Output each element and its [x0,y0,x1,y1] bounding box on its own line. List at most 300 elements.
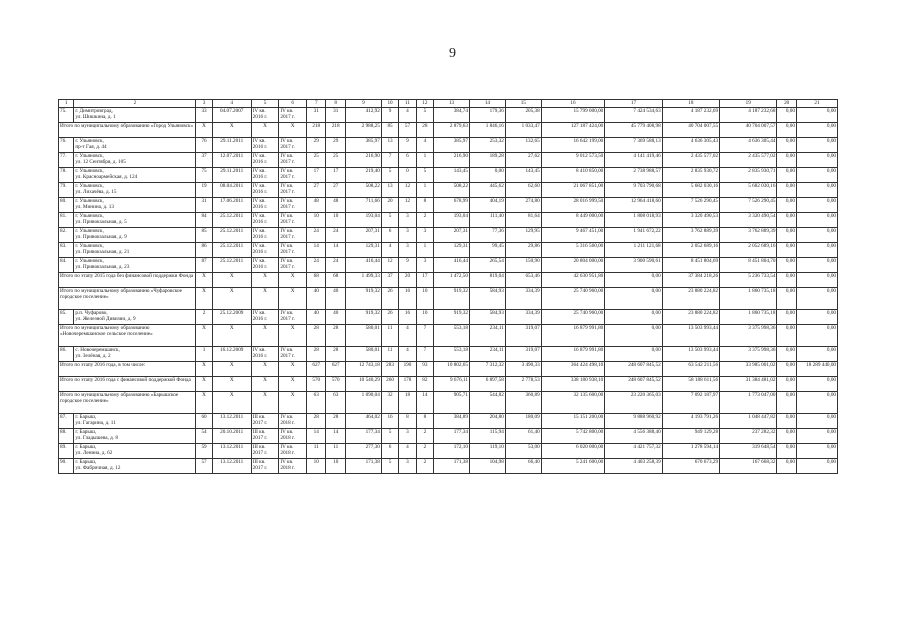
value-cell: 6 [399,153,416,168]
value-cell: 0,00 [777,213,796,228]
value-cell: 385,97 [434,138,470,153]
value-cell: 167 668,32 [720,459,777,474]
cell: X [212,123,251,138]
cell: 37 [196,153,212,168]
planned-end-cell-line1: IV кв. [280,347,294,353]
cell: X [279,288,307,310]
value-cell: 129,95 [505,228,541,243]
value-cell: 171,38 [434,459,470,474]
date-cell: 25.12.2011 [212,258,251,273]
planned-end-cell-line1: IV кв. [280,459,294,465]
column-number-header: 7 [307,100,326,108]
value-cell: 0,00 [796,392,837,414]
planned-end-cell [279,414,307,429]
value-cell: 18 [399,392,416,414]
value-cell: 23 880 224,82 [662,288,719,310]
value-cell: 1 472,50 [434,273,470,288]
planned-start-cell [251,168,279,183]
value-cell: 2 [416,429,433,444]
value-cell: 5 [416,108,433,123]
value-cell: 627 [326,362,345,377]
cell: X [212,325,251,347]
planned-end-cell [279,347,307,362]
value-cell: 15 151 200,00 [541,414,605,429]
value-cell: 919,32 [434,288,470,310]
value-cell: 553,18 [434,347,470,362]
value-cell: 219,40 [345,168,381,183]
value-cell: 265,54 [469,258,505,273]
value-cell: 93 [416,362,433,377]
column-number-header: 5 [251,100,279,108]
column-number-header: 13 [434,100,470,108]
value-cell: 0 [399,168,416,183]
planned-start-cell-line1: IV кв. [252,183,266,189]
column-number-header: 18 [662,100,719,108]
planned-end-cell [279,444,307,459]
planned-start-cell-line2: 2017 г. [252,420,268,427]
value-cell: 9 [399,138,416,153]
value-cell: 1 211 121,68 [605,243,662,258]
planned-end-cell [279,168,307,183]
value-cell: 9 676,11 [434,377,470,392]
planned-start-cell-line1: IV кв. [252,108,266,114]
value-cell: 0,00 [796,183,837,198]
value-cell: 10 [416,288,433,310]
subtotal-label: Итого по этапу 2016 года с финансовой поддержкой Фонда [59,377,196,392]
address-cell-line1: с. Новочеремшанск, [75,347,120,353]
cell: 33 [196,108,212,123]
value-cell: 1 048 447,82 [720,414,777,429]
planned-end-cell-line1: IV кв. [280,444,294,450]
planned-start-cell-line2: 2016 г. [252,353,268,360]
value-cell: 1 033,47 [505,123,541,138]
address-cell-line2: ул. Привокзальная, д. 9 [75,234,127,241]
value-cell: 3 762 889,39 [720,228,777,243]
date-cell: 17.06.2011 [212,198,251,213]
value-cell: 0,00 [777,198,796,213]
cell: X [196,377,212,392]
value-cell: 544,82 [469,392,505,414]
planned-end-cell-line2: 2017 г. [280,114,295,121]
planned-end-cell [279,459,307,474]
value-cell: 4 [399,108,416,123]
value-cell: 0,00 [605,347,662,362]
value-cell: 28 [307,347,326,362]
planned-start-cell-line1: III кв. [252,459,266,465]
value-cell: 28 [307,325,326,347]
planned-end-cell-line1: IV кв. [280,198,294,204]
value-cell: 0,00 [605,310,662,325]
value-cell: 7 [416,325,433,347]
address-cell [74,429,196,444]
value-cell: 12 [399,198,416,213]
value-cell: 20 804 000,00 [541,258,605,273]
value-cell: 319,07 [505,347,541,362]
value-cell: 0,00 [777,123,796,138]
value-cell: 570 [326,377,345,392]
planned-end-cell-line2: 2017 г. [280,144,295,151]
value-cell: 7 312,32 [469,362,505,377]
planned-start-cell-line1: IV кв. [252,243,266,249]
value-cell: 6 [381,228,398,243]
value-cell: 81,64 [505,213,541,228]
value-cell: 7 369 588,13 [605,138,662,153]
value-cell: 57 [399,123,416,138]
value-cell: 3 [399,228,416,243]
value-cell: 20 [381,198,398,213]
value-cell: 5 [381,429,398,444]
planned-start-cell-line1: III кв. [252,444,266,450]
value-cell: 14 [416,392,433,414]
table-row [59,108,838,123]
value-cell: 68 [326,273,345,288]
value-cell: 0,00 [777,258,796,273]
value-cell: 21 067 851,00 [541,183,605,198]
value-cell: 177,34 [434,429,470,444]
value-cell: 5 682 030,16 [662,183,719,198]
value-cell: 24 [326,228,345,243]
address-cell [74,347,196,362]
value-cell: 0,00 [777,288,796,310]
column-number-header: 6 [279,100,307,108]
value-cell: 4 187 232,69 [662,108,719,123]
value-cell: 77,36 [469,228,505,243]
planned-end-cell [279,183,307,198]
subtotal-row [59,288,838,310]
value-cell: 11 [307,444,326,459]
cell: X [279,123,307,138]
value-cell: 1 846,16 [469,123,505,138]
value-cell: 14 [307,429,326,444]
subtotal-row [59,123,838,138]
value-cell: 6 [381,444,398,459]
value-cell: 177,34 [345,429,381,444]
value-cell: 4 [399,325,416,347]
value-cell: 364 424 498,10 [541,362,605,377]
cell: 1 [196,347,212,362]
value-cell: 384,89 [434,414,470,429]
value-cell: 3 [416,258,433,273]
value-cell: 11 [381,325,398,347]
value-cell: 338 180 938,10 [541,377,605,392]
value-cell: 171,38 [345,459,381,474]
planned-start-cell-line2: 2017 г. [252,450,268,457]
value-cell: 0,00 [796,288,837,310]
row-number: 87. [59,414,74,429]
value-cell: 15 799 000,00 [541,108,605,123]
cell: 75 [196,168,212,183]
planned-end-cell-line2: 2017 г. [280,159,295,166]
address-cell-line1: г. Ульяновск, [75,213,104,219]
value-cell: 0,00 [777,429,796,444]
cell: X [251,362,279,377]
value-cell: 0,00 [796,429,837,444]
value-cell: 8 [416,198,433,213]
planned-end-cell-line1: IV кв. [280,429,294,435]
value-cell: 127 187 424,00 [541,123,605,138]
table-row [59,310,838,325]
value-cell: 1 860 735,18 [720,310,777,325]
cell: X [251,123,279,138]
value-cell: 445,62 [469,183,505,198]
planned-start-cell-line1: IV кв. [252,310,266,316]
row-number: 89. [59,444,74,459]
value-cell: 6 020 000,00 [541,444,605,459]
value-cell: 3 900 590,61 [605,258,662,273]
value-cell: 0,00 [796,347,837,362]
cell: X [251,288,279,310]
cell: 85 [196,228,212,243]
value-cell: 37 [381,273,398,288]
value-cell: 584,93 [469,288,505,310]
planned-start-cell [251,213,279,228]
planned-start-cell [251,310,279,325]
column-number-header: 11 [399,100,416,108]
table-row [59,168,838,183]
planned-end-cell-line1: IV кв. [280,168,294,174]
value-cell: 5 682 030,16 [720,183,777,198]
row-number: 83. [59,243,74,258]
value-cell: 40 [307,288,326,310]
value-cell: 10 [326,213,345,228]
value-cell: 1 860 735,18 [720,288,777,310]
value-cell: 40 [326,288,345,310]
value-cell: 3 [416,228,433,243]
date-cell: 29.11.2011 [212,138,251,153]
value-cell: 5 [381,459,398,474]
value-cell: 111,40 [469,213,505,228]
value-cell: 0,00 [796,198,837,213]
value-cell: 29 [307,138,326,153]
value-cell: 115,94 [469,429,505,444]
planned-start-cell-line2: 2016 г. [252,316,268,323]
table-row [59,258,838,273]
value-cell: 4 187 232,68 [720,108,777,123]
table-row [59,153,838,168]
value-cell: 3 762 889,39 [662,228,719,243]
value-cell: 31 [307,108,326,123]
planned-end-cell [279,153,307,168]
value-cell: 1 [416,183,433,198]
planned-end-cell-line1: IV кв. [280,153,294,159]
address-cell-line1: г. Ульяновск, [75,228,104,234]
value-cell: 0,00 [796,459,837,474]
address-cell-line1: р.п. Чуфарово, [75,310,108,316]
value-cell: 919,32 [345,310,381,325]
planned-end-cell-line1: IV кв. [280,138,294,144]
value-cell: 172,10 [434,444,470,459]
value-cell: 20 [399,273,416,288]
planned-start-cell-line2: 2016 г. [252,189,268,196]
subtotal-row [59,362,838,377]
value-cell: 2 778,53 [505,377,541,392]
value-cell: 40 704 007,55 [662,123,719,138]
value-cell: 26 [381,288,398,310]
value-cell: 3 [399,429,416,444]
planned-start-cell [251,258,279,273]
value-cell: 193,04 [345,213,381,228]
cell: X [251,392,279,414]
value-cell: 1 773 047,00 [720,392,777,414]
address-cell-line1: г. Барыш, [75,414,97,420]
value-cell: 0,00 [777,108,796,123]
value-cell: 12 743,18 [345,362,381,377]
subtotal-row [59,273,838,288]
value-cell: 234,11 [469,325,505,347]
value-cell: 2 988,25 [345,123,381,138]
row-number: 85. [59,310,74,325]
value-cell: 13 503 993,44 [662,325,719,347]
value-cell: 0,00 [777,183,796,198]
value-cell: 9 [381,108,398,123]
cell: 84 [196,213,212,228]
value-cell: 218 [326,123,345,138]
cell: X [251,325,279,347]
value-cell: 7 526 290,45 [662,198,719,213]
subtotal-row [59,325,838,347]
value-cell: 13 [381,183,398,198]
value-cell: 0,00 [796,377,837,392]
address-cell-line2: ул. Гагарина, д. 11 [75,420,116,427]
value-cell: 508,22 [434,183,470,198]
value-cell: 919,32 [345,288,381,310]
value-cell: 0,00 [796,168,837,183]
header-row [59,100,838,108]
value-cell: 9 012 573,50 [541,153,605,168]
value-cell: 179,36 [469,108,505,123]
row-number: 76. [59,138,74,153]
value-cell: 58 188 611,56 [662,377,719,392]
planned-end-cell-line1: IV кв. [280,310,294,316]
row-number: 78. [59,168,74,183]
value-cell: 334,39 [505,310,541,325]
value-cell: 143,45 [434,168,470,183]
value-cell: 653,46 [505,273,541,288]
value-cell: 16 879 991,80 [541,325,605,347]
table-row [59,414,838,429]
value-cell: 14 [326,429,345,444]
value-cell: 0,00 [796,228,837,243]
value-cell: 584,93 [469,310,505,325]
value-cell: 4 [399,347,416,362]
value-cell: 143,45 [505,168,541,183]
value-cell: 129,31 [345,243,381,258]
value-cell: 7 [416,347,433,362]
value-cell: 253,32 [469,138,505,153]
value-cell: 3 [399,459,416,474]
planned-start-cell-line2: 2016 г. [252,204,268,211]
date-cell: 04.07.2007 [212,108,251,123]
value-cell: 85 [381,123,398,138]
value-cell: 48 [307,198,326,213]
value-cell: 207,31 [345,228,381,243]
value-cell: 2 [416,213,433,228]
value-cell: 14 [307,243,326,258]
value-cell: 0,00 [796,153,837,168]
value-cell: 274,80 [505,198,541,213]
column-number-header: 3 [196,100,212,108]
value-cell: 0,00 [777,138,796,153]
value-cell: 2 738 988,57 [605,168,662,183]
value-cell: 12 [381,258,398,273]
value-cell: 4 556 388,40 [605,429,662,444]
planned-end-cell-line2: 2017 г. [280,234,295,241]
value-cell: 2 [416,444,433,459]
value-cell: 0,00 [777,362,796,377]
value-cell: 0,00 [796,213,837,228]
value-cell: 63 [326,392,345,414]
subtotal-label: Итого по муниципальному образованию «Чуфаровское городское поселение» [59,288,196,310]
planned-start-cell [251,228,279,243]
value-cell: 17 [307,168,326,183]
value-cell: 25 [326,153,345,168]
planned-start-cell-line2: 2016 г. [252,249,268,256]
date-cell: 13.12.2011 [212,444,251,459]
value-cell: 32 135 600,00 [541,392,605,414]
value-cell: 5 742 800,00 [541,429,605,444]
address-cell-line2: ул. Привокзальная, д. 23 [75,264,130,271]
value-cell: 8 451 804,70 [720,258,777,273]
planned-start-cell [251,138,279,153]
subtotal-label: Итого по муниципальному образованию «Барышское городское поселение» [59,392,196,414]
value-cell: 180,09 [505,414,541,429]
planned-start-cell-line2: 2016 г. [252,264,268,271]
row-number: 80. [59,198,74,213]
column-number-header: 17 [605,100,662,108]
value-cell: 16 [399,288,416,310]
value-cell: 2 052 689,16 [720,243,777,258]
address-cell-line2: ул. Красноармейская, д. 124 [75,174,138,181]
address-cell-line1: г. Барыш, [75,429,97,435]
value-cell: 1 [416,243,433,258]
value-cell: 277,30 [345,444,381,459]
value-cell: 1 808 018,93 [605,213,662,228]
value-cell: 31 [326,108,345,123]
value-cell: 580,01 [345,347,381,362]
value-cell: 24 [307,258,326,273]
value-cell: 0,00 [777,325,796,347]
planned-start-cell-line1: IV кв. [252,198,266,204]
address-cell-line2: ул. Шишкина, д. 1 [75,114,116,121]
address-cell-line2: ул. Гладышева, д. 8 [75,435,118,442]
cell: 54 [196,429,212,444]
value-cell: 10 540,29 [345,377,381,392]
value-cell: 53,00 [505,444,541,459]
value-cell: 16 [399,310,416,325]
value-cell: 0,00 [777,243,796,258]
value-cell: 216,90 [434,153,470,168]
planned-end-cell-line2: 2018 г. [280,420,295,427]
value-cell: 10 802,65 [434,362,470,377]
value-cell: 0,00 [796,138,837,153]
value-cell: 218 [307,123,326,138]
cell: 19 [196,183,212,198]
address-cell-line1: г. Барыш, [75,444,97,450]
planned-start-cell-line1: IV кв. [252,153,266,159]
value-cell: 416,44 [345,258,381,273]
column-number-header: 10 [381,100,398,108]
cell: 59 [196,444,212,459]
address-cell-line2: ул. Зелёная, д. 2 [75,353,111,360]
value-cell: 7 [381,153,398,168]
value-cell: 2 435 577,02 [662,153,719,168]
table-row [59,138,838,153]
value-cell: 9 [399,258,416,273]
value-cell: 819,04 [469,273,505,288]
planned-end-cell-line2: 2018 г. [280,450,295,457]
planned-end-cell-line2: 2017 г. [280,204,295,211]
value-cell: 4 421 757,32 [605,444,662,459]
